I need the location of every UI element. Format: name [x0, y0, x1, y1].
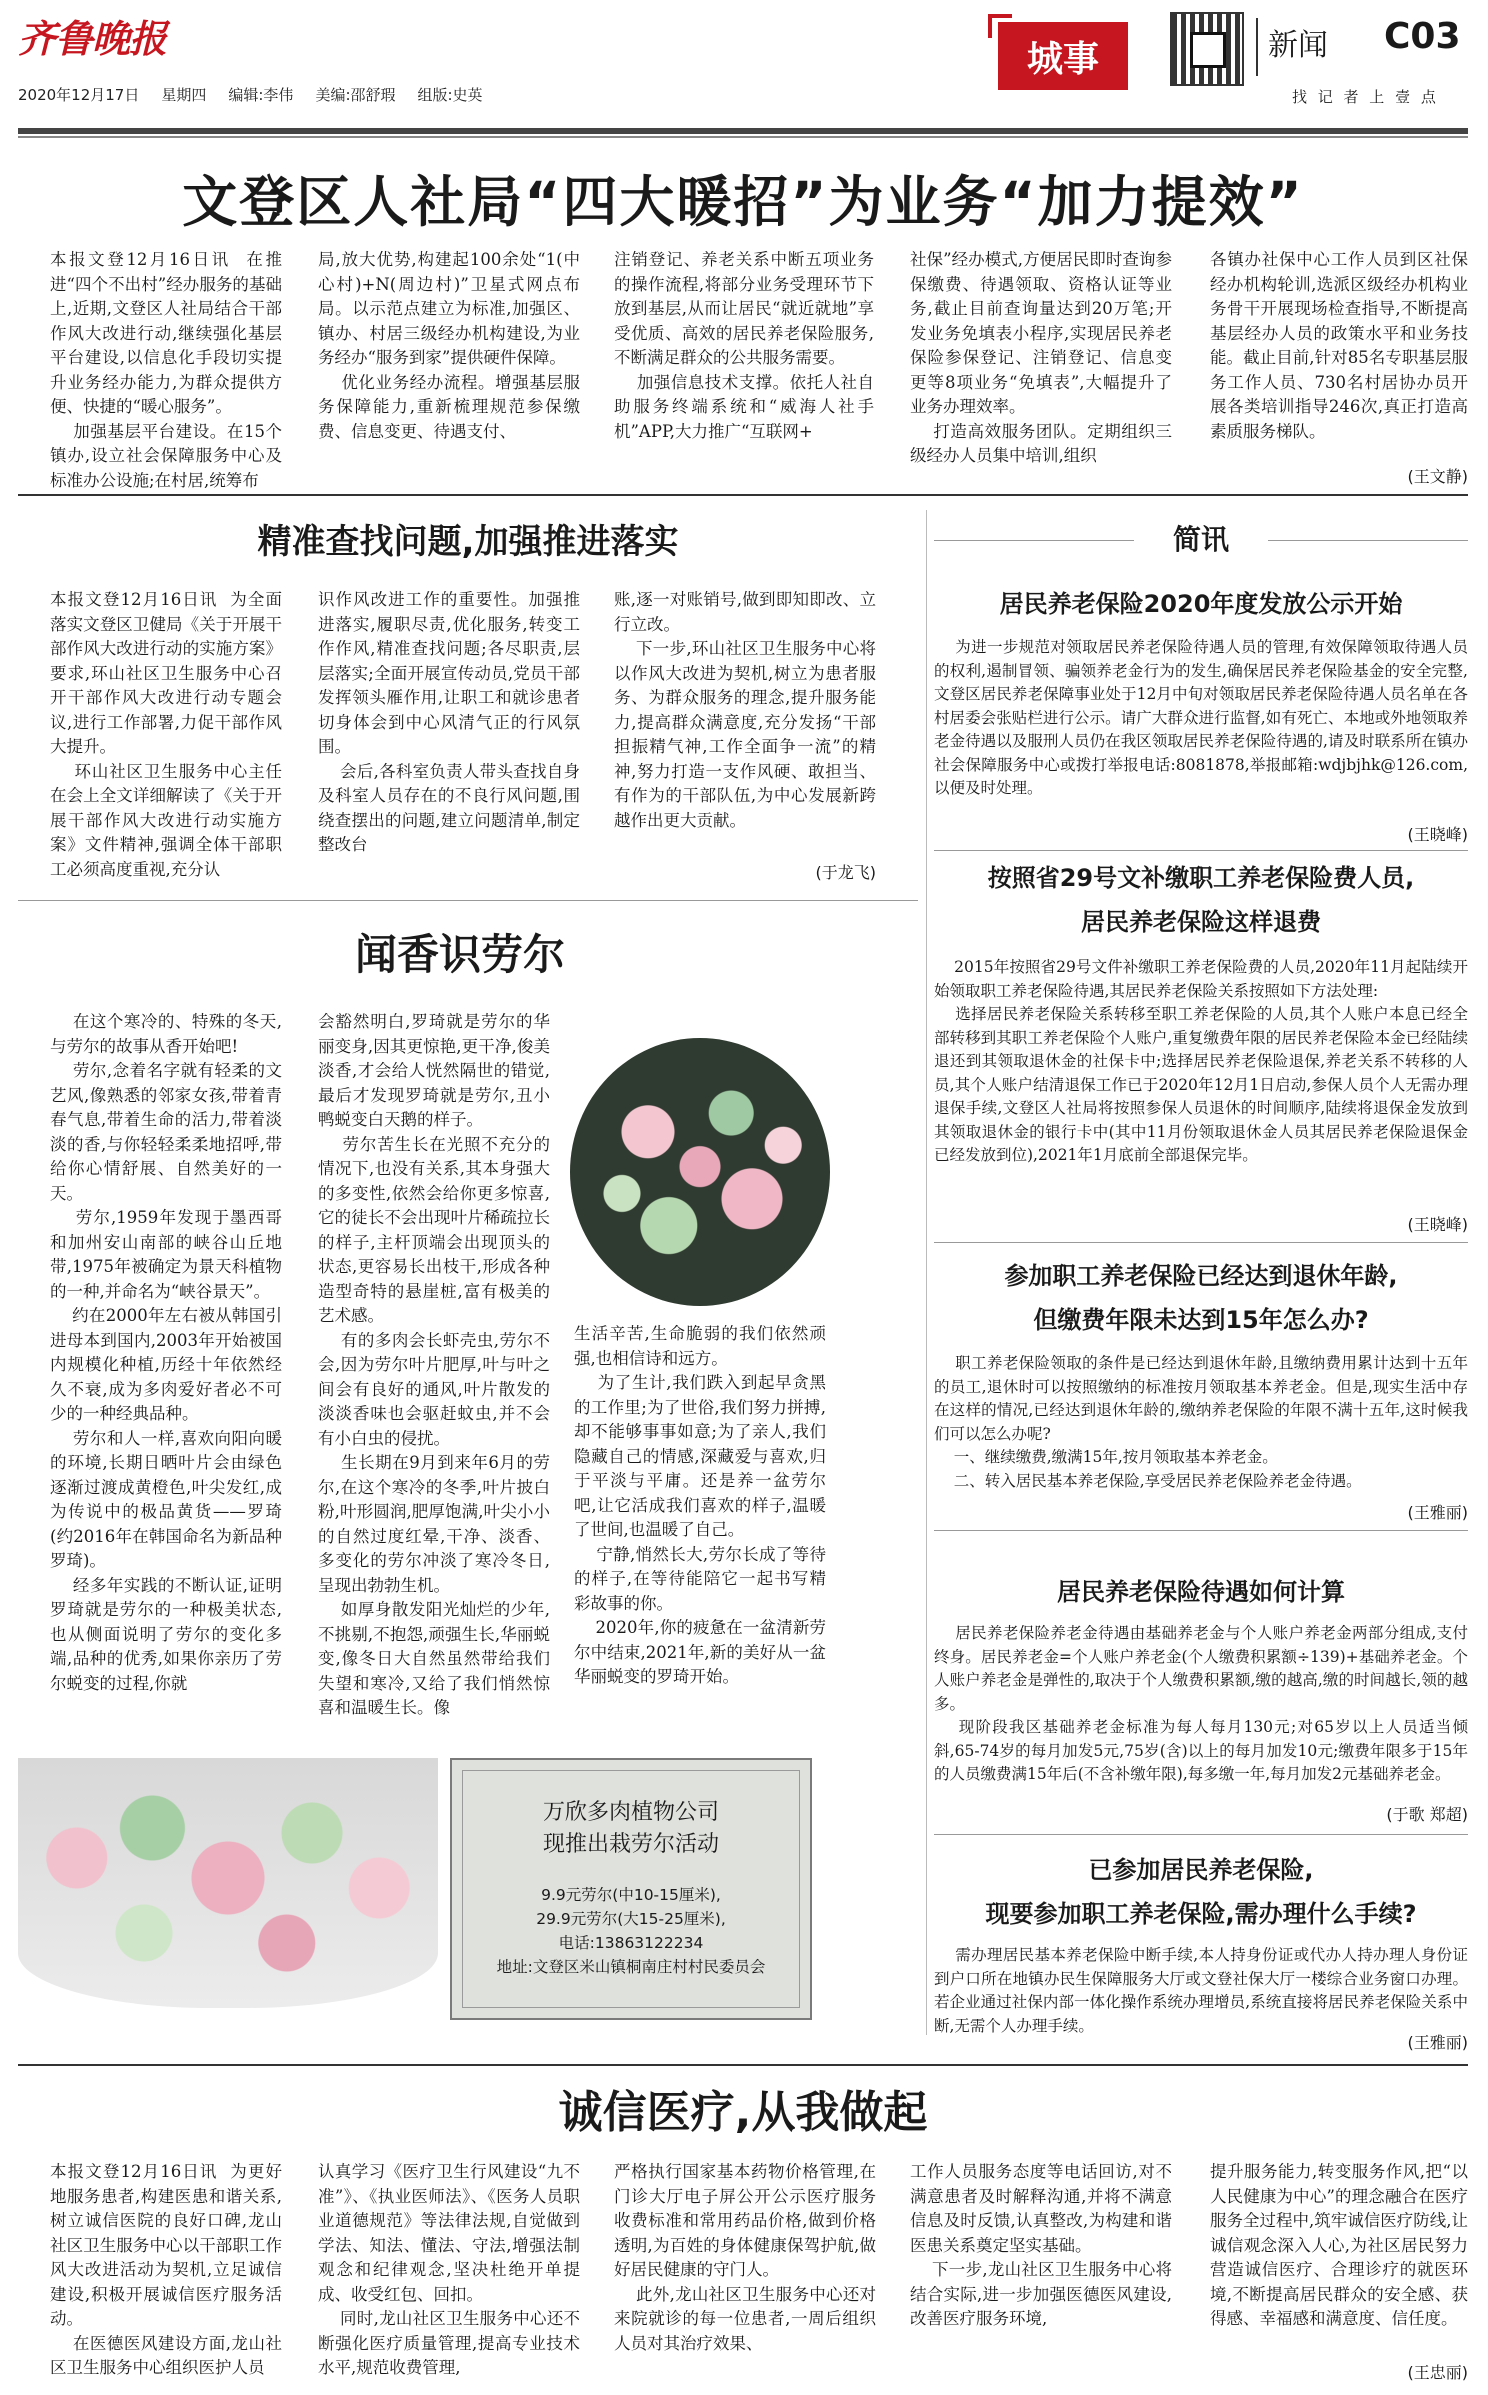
succulent-photo-round [570, 1038, 830, 1306]
brief-1-rule [934, 850, 1468, 851]
lead-col-2: 局,放大优势,构建起100余处“1(中心村)+N(周边村)”卫星式网点布局。以示范点建立为标准,加强区、镇办、村居三级经办机构建设,为业务经办“服务到家”提供硬件保障。 优化业务经办流程。增强基层服务保障能力,重新梳理规范参保缴费、信息变更、待遇支付、 [318, 250, 580, 441]
ad-phone: 电话:13863122234 [558, 1934, 704, 1952]
issue-weekday: 星期四 [161, 86, 207, 104]
designer-credit: 美编:邵舒瑕 [315, 86, 396, 104]
brief-heading-rule-left [934, 540, 1134, 541]
newspaper-logo: 齐鲁晚报 [18, 16, 167, 61]
laoer-headline: 闻香识劳尔 [354, 930, 565, 979]
brief-2-rule [934, 1242, 1468, 1243]
brief-2-body: 2015年按照省29号文件补缴职工养老保险费的人员,2020年11月起陆续开始领取职工养老保险待遇,其居民养老保险关系按照如下方法处理: 选择居民养老保险关系转移至职工养老保险的人员,其个人账户本息已经全部转移到其职工养老保险个人账户,重复缴费年限的居民养老保险本金已经陆续退还到其领取退休金的社保卡中;选择居民养老保险退保,养老关系不转移的人员,其个人账户结清退保工作已于2020年12月1日启动,参保人员个人无需办理退保手续,文登区人社局将按照参保人员退休的时间顺序,陆续将退保金发放到其领取退休金的银行卡中(其中11月份领取退休金人员其居民养老保险退保金已经发放到位),2021年1月底前全部退保完毕。 [934, 958, 1468, 1164]
ad-price-large: 29.9元劳尔(大15-25厘米), [536, 1910, 726, 1928]
dateline [18, 84, 505, 105]
brief-5-byline: (王雅丽) [1407, 2033, 1468, 2052]
laoer-col-2: 会豁然明白,罗琦就是劳尔的华丽变身,因其更惊艳,更干净,俊美淡香,才会给人恍然隔世的错觉,最后才发现罗琦就是劳尔,丑小鸭蜕变白天鹅的样子。 劳尔苦生长在光照不充分的情况下,也没有关系,其本身强大的多变性,依然会给你更多惊喜,它的徒长不会出现叶片稀疏拉长的样子,主杆顶端会出现顶头的状态,更容易长出枝干,形成各种造型奇特的悬崖桩,富有极美的艺术感。 有的多肉会长虾壳虫,劳尔不会,因为劳尔叶片肥厚,叶与叶之间会有良好的通风,叶片散发的淡淡香味也会驱赶蚊虫,并不会有小白虫的侵扰。 生长期在9月到来年6月的劳尔,在这个寒冷的冬季,叶片披白粉,叶形圆润,肥厚饱满,叶尖小小的自然过度红晕,干净、淡香、多变化的劳尔冲淡了寒冷冬日,呈现出勃勃生机。 如厚身散发阳光灿烂的少年,不挑剔,不抱怨,顽强生长,华丽蜕变,像冬日大自然虽然带给我们失望和寒冷,又给了我们悄然惊喜和温暖生长。像 [318, 1012, 550, 1717]
jingzhun-col-3: 账,逐一对账销号,做到即知即改、立行立改。 下一步,环山社区卫生服务中心将以作风大改进为契机,树立为患者服务、为群众服务的理念,提升服务能力,提高群众满意度,充分发扬“干部担振精气神,工作全面争一流”的精神,努力打造一支作风硬、敢担当、有作为的干部队伍,为中心发展新跨越作出更大贡献。 [614, 590, 876, 830]
qr-code-center [1190, 32, 1226, 68]
jingzhun-col-2: 识作风改进工作的重要性。加强推进落实,履职尽责,优化服务,转变工作作风,精准查找问题;各尽职责,层层落实;全面开展宣传动员,党员干部发挥领头雁作用,让职工和就诊患者切身体会到中心风清气正的行风氛围。 会后,各科室负责人带头查找自身及科室人员存在的不良行风问题,围绕查摆出的问题,建立问题清单,制定整改台 [318, 590, 580, 854]
section-tag: 城事 [998, 22, 1128, 90]
brief-1-title: 居民养老保险2020年度发放公示开始 [999, 590, 1403, 618]
brief-column-divider [926, 510, 927, 2035]
ad-title: 万欣多肉植物公司 现推出栽劳尔活动 [542, 1800, 719, 1857]
lead-byline: (王文静) [1407, 467, 1468, 486]
editor-credit: 编辑:李伟 [228, 86, 294, 104]
reporter-hotline: 找 记 者 上 壹 点 [1292, 88, 1439, 106]
chengxin-headline: 诚信医疗,从我做起 [558, 2087, 928, 2138]
proof-credit: 组版:史英 [417, 86, 483, 104]
jingzhun-headline: 精准查找问题,加强推进落实 [257, 522, 679, 562]
lead-col-3: 注销登记、养老关系中断五项业务的操作流程,将部分业务受理环节下放到基层,从而让居民“就近就地”享受优质、高效的居民养老保险服务,不断满足群众的公共服务需要。 加强信息技术支撑。依托人社自助服务终端系统和“威海人社手机”APP,大力推广“互联网+ [614, 250, 874, 441]
jingzhun-bottom-rule [18, 900, 918, 901]
brief-3-title: 参加职工养老保险已经达到退休年龄, 但缴费年限未达到15年怎么办? [1004, 1262, 1398, 1334]
section-name: 新闻 [1268, 28, 1328, 63]
lead-col-5: 各镇办社保中心工作人员到区社保经办机构轮训,选派区级经办机构业务骨干开展现场检查指导,不断提高基层经办人员的政策水平和业务技能。截止目前,针对85名专职基层服务工作人员、730名村居协办员开展各类培训指导246次,真正打造高素质服务梯队。 [1210, 250, 1468, 441]
header-rule [18, 128, 1468, 134]
brief-3-body: 职工养老保险领取的条件是已经达到退休年龄,且缴纳费用累计达到十五年的员工,退休时可以按照缴纳的标准按月领取基本养老金。但是,现实生活中存在这样的情况,已经达到退休年龄的,缴纳养老保险的年限不满十五年,这时候我们可以怎么办呢? 一、继续缴费,缴满15年,按月领取基本养老金。 二、转入居民基本养老保险,享受居民养老保险养老金待遇。 [934, 1354, 1468, 1490]
brief-heading: 简讯 [1172, 523, 1229, 556]
brief-heading-rule-right [1268, 540, 1468, 541]
brief-4-body: 居民养老保险养老金待遇由基础养老金与个人账户养老金两部分组成,支付终身。居民养老金=个人账户养老金(个人缴费积累额÷139)+基础养老金。个人账户养老金是弹性的,取决于个人缴费积累额,缴的越高,缴的时间越长,领的越多。 现阶段我区基础养老金标准为每人每月130元;对65岁以上人员适当倾斜,65-74岁的每月加发5元,75岁(含)以上的每月加发10元;缴费年限多于15年的人员缴费满15年后(不含补缴年限),每多缴一年,每月加发2元基础养老金。 [934, 1624, 1468, 1783]
chengxin-col-2: 认真学习《医疗卫生行风建设“九不准”》、《执业医师法》、《医务人员职业道德规范》等法律法规,自觉做到学法、知法、懂法、守法,增强法制观念和纪律观念,坚决杜绝开单提成、收受红包、回扣。 同时,龙山社区卫生服务中心还不断强化医疗质量管理,提高专业技术水平,规范收费管理, [318, 2162, 580, 2377]
brief-4-rule [934, 1834, 1468, 1835]
brief-3-rule [934, 1530, 1468, 1531]
brief-4-title: 居民养老保险待遇如何计算 [1057, 1578, 1345, 1606]
brief-5-body: 需办理居民基本养老保险中断手续,本人持身份证或代办人持办理人身份证到户口所在地镇办民生保障服务大厅或文登社保大厅一楼综合业务窗口办理。若企业通过社保内部一体化操作系统办理增员,系统直接将居民养老保险关系中断,无需个人办理手续。 [934, 1946, 1468, 2035]
issue-date: 2020年12月17日 [18, 86, 140, 104]
lead-bottom-rule [18, 494, 1468, 496]
chengxin-col-1: 本报文登12月16日讯 为更好地服务患者,构建医患和谐关系,树立诚信医院的良好口碑,龙山社区卫生服务中心以干部职工作风大改进活动为契机,立足诚信建设,积极开展诚信医疗服务活动。 在医德医风建设方面,龙山社区卫生服务中心组织医护人员 [50, 2162, 282, 2377]
ad-address: 地址:文登区米山镇桐南庄村村民委员会 [496, 1958, 766, 1976]
chengxin-col-4: 工作人员服务态度等电话回访,对不满意患者及时解释沟通,并将不满意信息及时反馈,认真整改,为构建和谐医患关系奠定坚实基础。 下一步,龙山社区卫生服务中心将结合实际,进一步加强医德医风建设,改善医疗服务环境, [910, 2162, 1172, 2328]
chengxin-byline: (王忠丽) [1407, 2363, 1468, 2382]
brief-4-byline: (于歌 郑超) [1386, 1805, 1468, 1824]
lead-col-4: 社保”经办模式,方便居民即时查询参保缴费、待遇领取、资格认证等业务,截止目前查询量达到20万笔;开发业务免填表小程序,实现居民养老保险参保登记、注销登记、信息变更等8项业务“免填表”,大幅提升了业务办理效率。 打造高效服务团队。定期组织三级经办人员集中培训,组织 [910, 250, 1172, 465]
brief-5-title: 已参加居民养老保险, 现要参加职工养老保险,需办理什么手续? [985, 1856, 1417, 1928]
laoer-col-1: 在这个寒冷的、特殊的冬天,与劳尔的故事从香开始吧! 劳尔,念着名字就有轻柔的文艺风,像熟悉的邻家女孩,带着青春气息,带着生命的活力,带着淡淡的香,与你轻轻柔柔地招呼,带给你心情舒展、自然美好的一天。 劳尔,1959年发现于墨西哥和加州安山南部的峡谷山丘地带,1975年被确定为景天科植物的一种,并命名为“峡谷景天”。 约在2000年左右被从韩国引进母本到国内,2003年开始被国内规模化种植,历经十年依然经久不衰,成为多肉爱好者必不可少的一种经典品种。 劳尔和人一样,喜欢向阳向暖的环境,长期日晒叶片会由绿色逐渐过渡成黄橙色,叶尖发红,成为传说中的极品黄货——罗琦(约2016年在韩国命名为新品种罗琦)。 经多年实践的不断认证,证明罗琦就是劳尔的一种极美状态,也从侧面说明了劳尔的变化多端,品种的优秀,如果你亲历了劳尔蜕变的过程,你就 [50, 1012, 282, 1693]
chengxin-top-rule [18, 2064, 1468, 2066]
jingzhun-col-1: 本报文登12月16日讯 为全面落实文登区卫健局《关于开展干部作风大改进行动的实施方案》要求,环山社区卫生服务中心召开干部作风大改进行动专题会议,进行工作部署,力促干部作风大提升。 环山社区卫生服务中心主任在会上全文详细解读了《关于开展干部作风大改进行动实施方案》文件精神,强调全体干部职工必须高度重视,充分认 [50, 590, 282, 879]
succulent-ad [450, 1758, 812, 2020]
jingzhun-byline: (于龙飞) [815, 863, 876, 882]
laoer-col-3: 生活辛苦,生命脆弱的我们依然顽强,也相信诗和远方。 为了生计,我们跌入到起早贪黑的工作里;为了世俗,我们努力拼搏,却不能够事事如意;为了亲人,我们隐藏自己的情感,深藏爱与喜欢,归于平淡与平庸。还是养一盆劳尔吧,让它活成我们喜欢的样子,温暖了世间,也温暖了自己。 宁静,悄然长大,劳尔长成了等待的样子,在等待能陪它一起书写精彩故事的你。 2020年,你的疲惫在一盆清新劳尔中结束,2021年,新的美好从一盆华丽蜕变的罗琦开始。 [574, 1324, 826, 1686]
ad-inner-frame [462, 1770, 800, 2008]
lead-col-1: 本报文登12月16日讯 在推进“四个不出村”经办服务的基础上,近期,文登区人社局结合干部作风大改进行动,继续强化基层平台建设,以信息化手段切实提升业务经办能力,为群众提供方便、快捷的“暖心服务”。 加强基层平台建设。在15个镇办,设立社会保障服务中心及标准办公设施;在村居,统筹布 [50, 250, 282, 488]
brief-3-byline: (王雅丽) [1407, 1503, 1468, 1522]
page-number: C03 [1384, 16, 1461, 57]
brief-1-byline: (王晓峰) [1407, 825, 1468, 844]
brief-2-title: 按照省29号文补缴职工养老保险费人员, 居民养老保险这样退费 [987, 864, 1415, 936]
brief-2-byline: (王晓峰) [1407, 1215, 1468, 1234]
ad-price-small: 9.9元劳尔(中10-15厘米), [541, 1886, 721, 1904]
header-divider [1256, 18, 1258, 76]
chengxin-col-3: 严格执行国家基本药物价格管理,在门诊大厅电子屏公开公示医疗服务收费标准和常用药品价格,做到价格透明,为百姓的身体健康保驾护航,做好居民健康的守门人。 此外,龙山社区卫生服务中心还对来院就诊的每一位患者,一周后组织人员对其治疗效果、 [614, 2162, 876, 2353]
lead-headline: 文登区人社局“四大暖招”为业务“加力提效” [182, 170, 1304, 234]
brief-1-body: 为进一步规范对领取居民养老保险待遇人员的管理,有效保障领取待遇人员的权利,遏制冒领、骗领养老金行为的发生,确保居民养老保险基金的安全完整,文登区居民养老保障事业处于12月中旬对领取居民养老保险待遇人员名单在各村居委会张贴栏进行公示。请广大群众进行监督,如有死亡、本地或外地领取养老金待遇以及服刑人员仍在我区领取居民养老保险待遇的,请及时联系所在镇办社会保障服务中心或拨打举报电话:8081878,举报邮箱:wdjbjhk@126.com,以便及时处理。 [934, 638, 1468, 797]
succulent-pot-photo [18, 1758, 438, 2008]
header-rule-thin [18, 136, 1468, 138]
chengxin-col-5: 提升服务能力,转变服务作风,把“以人民健康为中心”的理念融合在医疗服务全过程中,筑牢诚信医疗防线,让诚信观念深入人心,为社区居民努力营造诚信医疗、合理诊疗的就医环境,不断提高居民群众的安全感、获得感、幸福感和满意度、信任度。 [1210, 2162, 1468, 2328]
